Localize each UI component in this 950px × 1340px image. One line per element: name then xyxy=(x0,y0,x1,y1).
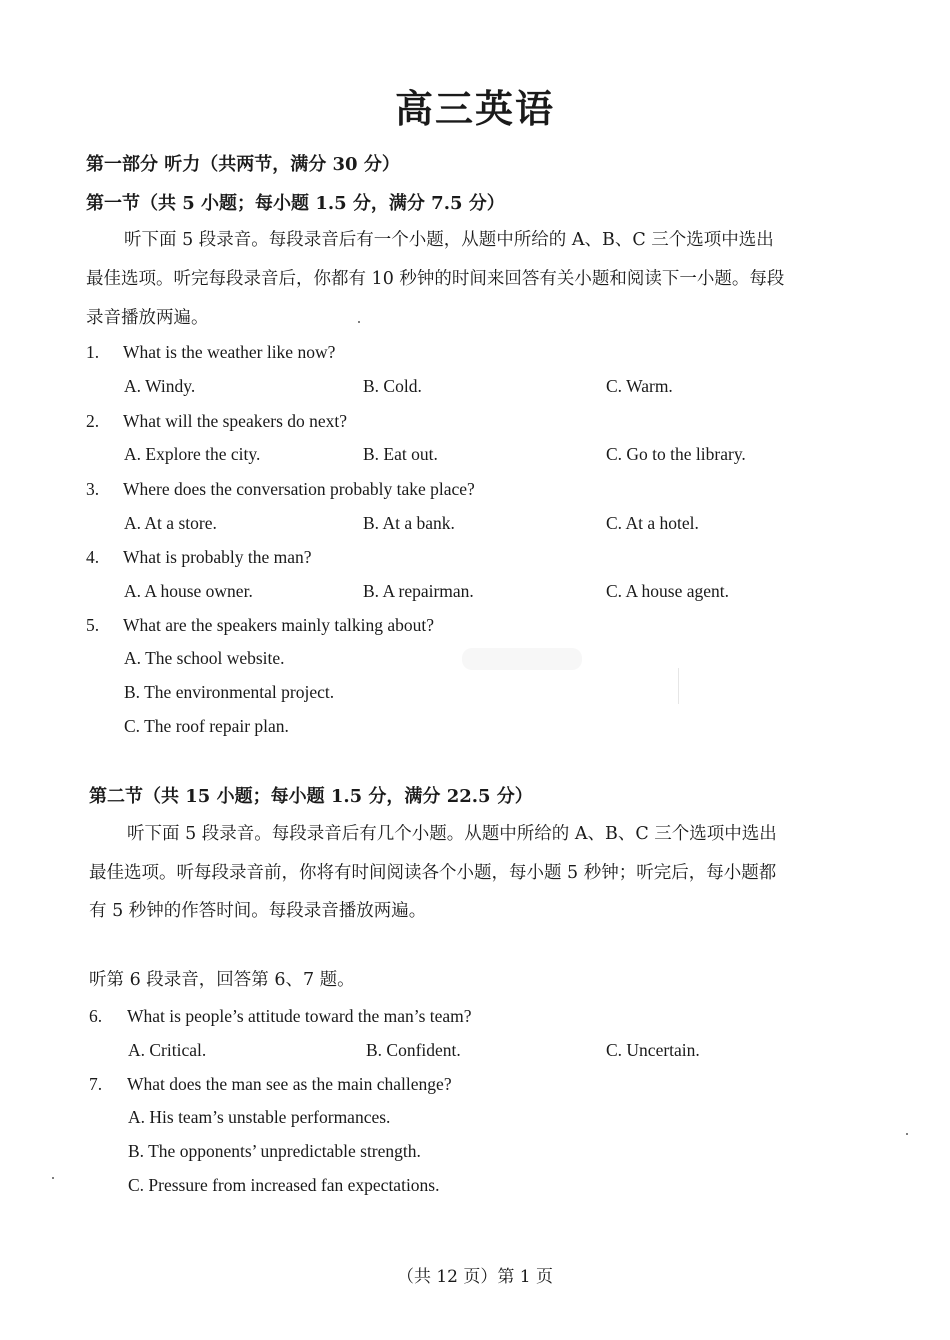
question-number: 1. xyxy=(86,342,100,362)
question-number: 5. xyxy=(86,615,100,635)
section2-heading: 第二节（共 15 小题；每小题 1.5 分，满分 22.5 分） xyxy=(89,786,533,807)
option-a: A. At a store. xyxy=(124,513,217,533)
option-b: B. Confident. xyxy=(366,1040,461,1060)
scan-smudge xyxy=(462,648,582,670)
section1-instruction-line: 录音播放两遍。 xyxy=(86,308,209,328)
option-a: A. His team’s unstable performances. xyxy=(128,1107,391,1127)
question-number: 6. xyxy=(89,1006,103,1026)
section2-instruction-line: 有 5 秒钟的作答时间。每段录音播放两遍。 xyxy=(89,901,427,921)
group-label: 听第 6 段录音，回答第 6、7 题。 xyxy=(89,970,355,990)
section2-instruction-line: 最佳选项。听每段录音前，你将有时间阅读各个小题，每小题 5 秒钟；听完后，每小题都 xyxy=(89,863,777,883)
option-c: C. Warm. xyxy=(606,376,673,396)
option-a: A. The school website. xyxy=(124,648,285,668)
section1-heading: 第一节（共 5 小题；每小题 1.5 分，满分 7.5 分） xyxy=(86,193,505,214)
question-text: Where does the conversation probably take place? xyxy=(123,479,475,499)
part1-heading: 第一部分 听力（共两节，满分 30 分） xyxy=(86,154,400,175)
question-text: What is the weather like now? xyxy=(123,342,336,362)
option-a: A. Explore the city. xyxy=(124,444,261,464)
scan-dot xyxy=(906,1133,908,1135)
scan-dot xyxy=(52,1177,54,1179)
option-c: C. A house agent. xyxy=(606,581,729,601)
option-a: A. Critical. xyxy=(128,1040,207,1060)
scan-mark xyxy=(678,668,679,704)
option-c: C. At a hotel. xyxy=(606,513,699,533)
option-a: A. Windy. xyxy=(124,376,196,396)
section2-instruction-line: 听下面 5 段录音。每段录音后有几个小题。从题中所给的 A、B、C 三个选项中选出 xyxy=(127,824,777,844)
question-number: 7. xyxy=(89,1074,103,1094)
question-number: 4. xyxy=(86,547,100,567)
page-title: 高三英语 xyxy=(394,86,555,131)
section1-instruction-line: 听下面 5 段录音。每段录音后有一个小题，从题中所给的 A、B、C 三个选项中选出 xyxy=(124,230,774,250)
option-c: C. Uncertain. xyxy=(606,1040,700,1060)
option-c: C. Pressure from increased fan expectations. xyxy=(128,1175,440,1195)
question-text: What does the man see as the main challenge? xyxy=(127,1074,452,1094)
option-b: B. Cold. xyxy=(363,376,422,396)
question-text: What are the speakers mainly talking about? xyxy=(123,615,434,635)
option-b: B. The opponents’ unpredictable strength. xyxy=(128,1141,421,1161)
question-text: What is people’s attitude toward the man’s team? xyxy=(127,1006,472,1026)
question-text: What is probably the man? xyxy=(123,547,312,567)
section1-instruction-line: 最佳选项。听完每段录音后，你都有 10 秒钟的时间来回答有关小题和阅读下一小题。每段 xyxy=(86,269,785,289)
option-c: C. Go to the library. xyxy=(606,444,746,464)
option-b: B. The environmental project. xyxy=(124,682,335,702)
question-number: 2. xyxy=(86,411,100,431)
option-b: B. At a bank. xyxy=(363,513,455,533)
option-a: A. A house owner. xyxy=(124,581,253,601)
option-c: C. The roof repair plan. xyxy=(124,716,289,736)
scan-dot xyxy=(358,321,360,323)
question-text: What will the speakers do next? xyxy=(123,411,348,431)
page-footer: （共 12 页）第 1 页 xyxy=(396,1267,554,1287)
option-b: B. Eat out. xyxy=(363,444,438,464)
option-b: B. A repairman. xyxy=(363,581,474,601)
question-number: 3. xyxy=(86,479,100,499)
